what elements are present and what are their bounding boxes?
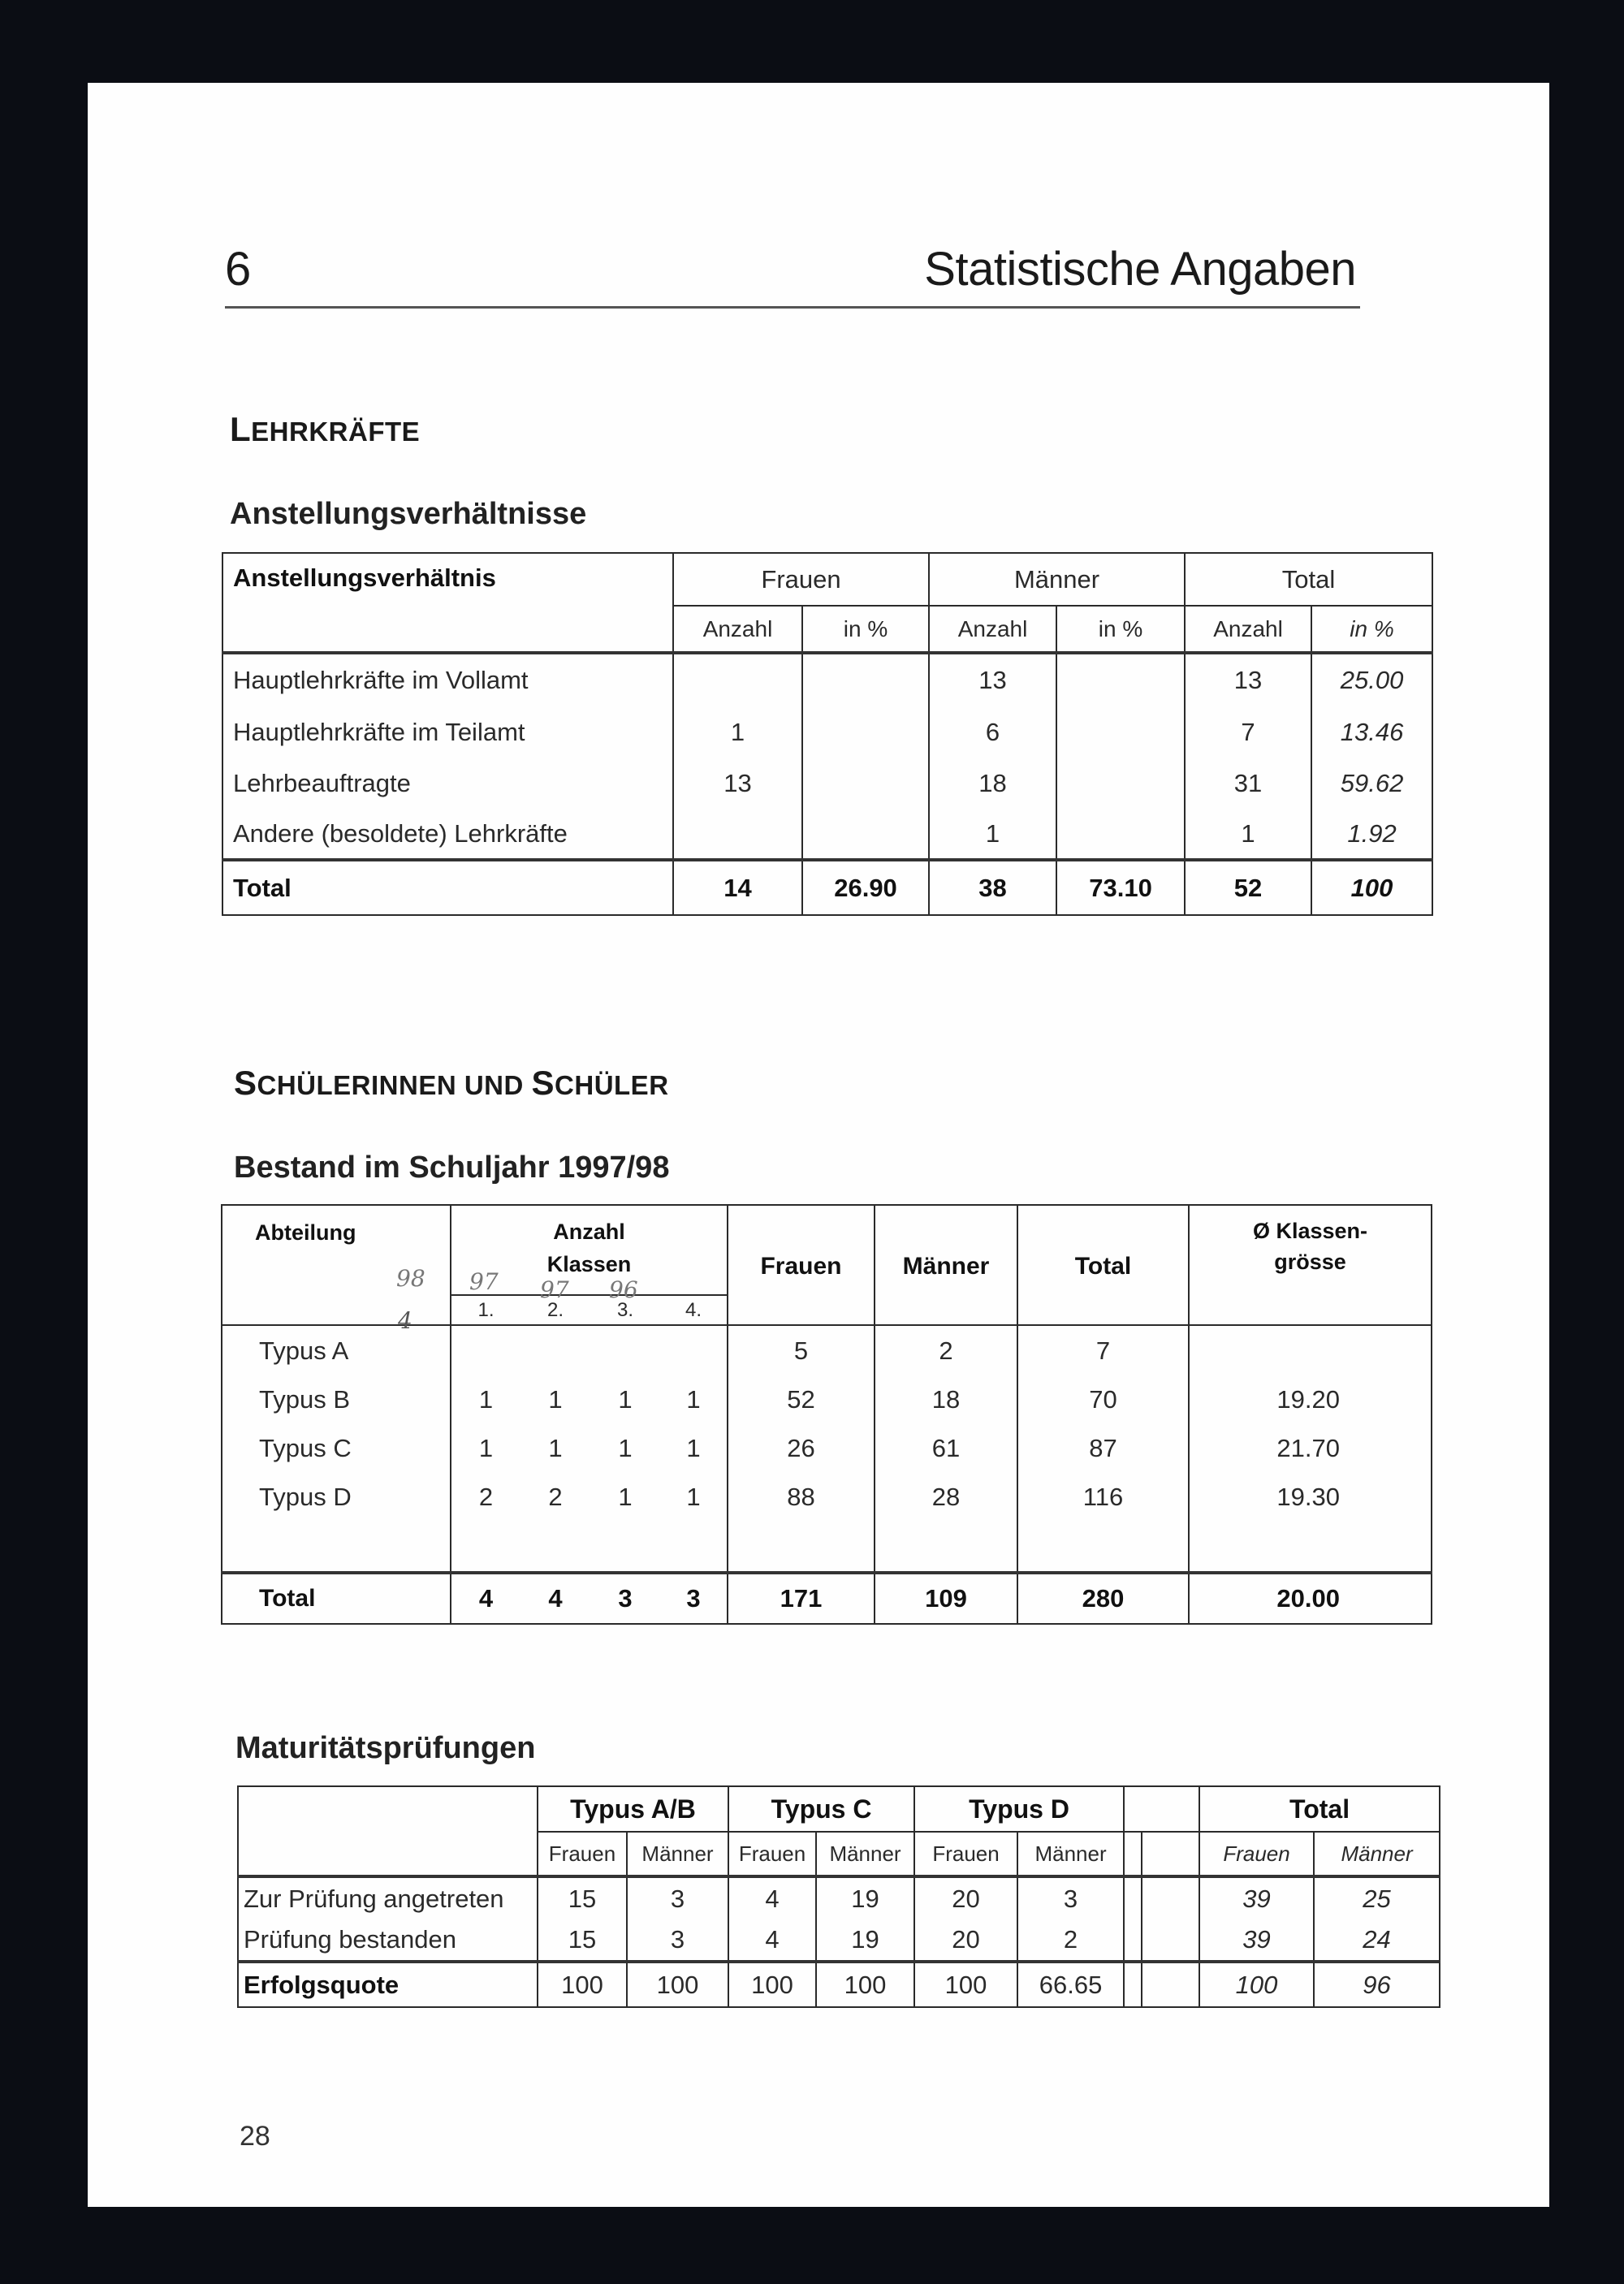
cell: 2 — [451, 1473, 520, 1522]
table-row — [222, 1473, 1432, 1522]
cell: 39 — [1199, 1919, 1314, 1962]
cell: 171 — [728, 1573, 875, 1624]
cell: 61 — [875, 1424, 1017, 1473]
cell: 4 — [728, 1876, 816, 1919]
cell: 100 — [1311, 860, 1432, 915]
group-header-frauen: Frauen — [673, 553, 929, 606]
cell: 100 — [914, 1962, 1017, 2007]
table-row-total — [222, 860, 1432, 915]
class-level: 3. — [590, 1295, 660, 1325]
cell: 66.65 — [1017, 1962, 1124, 2007]
col-header-abteilung: Abteilung — [222, 1205, 451, 1325]
cell: 3 — [627, 1876, 728, 1919]
handwritten-note: 96 — [609, 1276, 638, 1303]
cell: 7 — [1017, 1325, 1189, 1375]
cell: 87 — [1017, 1424, 1189, 1473]
subcol-header: Frauen — [914, 1832, 1017, 1876]
klassengroesse-label-1: Ø Klassen- — [1252, 1219, 1368, 1243]
row-label: Andere (besoldete) Lehrkräfte — [222, 809, 673, 860]
cell: 1 — [618, 1483, 633, 1511]
cell: 4 — [451, 1573, 520, 1624]
cell: 2 — [875, 1325, 1017, 1375]
row-label: Prüfung bestanden — [238, 1919, 538, 1962]
row-label-total: Total — [222, 860, 673, 915]
table-row — [238, 1876, 1440, 1919]
col-header-employment: Anstellungsverhältnis — [222, 553, 673, 653]
cell: 15 — [538, 1876, 627, 1919]
cell — [1142, 1876, 1199, 1919]
cell — [660, 1325, 728, 1375]
cell: 1 — [660, 1424, 728, 1473]
row-label-total: Erfolgsquote — [238, 1962, 538, 2007]
cell — [1142, 1962, 1199, 2007]
cell: 13 — [673, 758, 802, 809]
cell: 15 — [538, 1919, 627, 1962]
subcol-header: Anzahl — [1185, 606, 1311, 653]
cell: 2 — [548, 1483, 563, 1511]
subcol-header: in % — [802, 606, 929, 653]
klassen-label: Klassen — [546, 1252, 632, 1276]
cell — [1056, 706, 1185, 758]
table-employment — [222, 552, 1433, 916]
class-level: 1. — [451, 1295, 520, 1325]
row-label: Typus B — [222, 1375, 451, 1424]
group-header-typus-d: Typus D — [914, 1786, 1124, 1832]
cell: 25.00 — [1311, 653, 1432, 706]
subcol-header — [1124, 1832, 1142, 1876]
group-header-total: Total — [1199, 1786, 1440, 1832]
cell: 1 — [1185, 809, 1311, 860]
subcol-header: Anzahl — [929, 606, 1056, 653]
cell: 7 — [1185, 706, 1311, 758]
cell: 38 — [929, 860, 1056, 915]
subtitle-matura: Maturitätsprüfungen — [235, 1731, 536, 1765]
cell: 1 — [929, 809, 1056, 860]
cell: 1 — [618, 1385, 633, 1414]
table-row — [222, 653, 1432, 706]
cell: 2 — [1017, 1919, 1124, 1962]
subtitle-enrollment: Bestand im Schuljahr 1997/98 — [234, 1151, 670, 1185]
cell: 52 — [1185, 860, 1311, 915]
cell: 31 — [1185, 758, 1311, 809]
cell: 4 — [520, 1573, 590, 1624]
table-row-total — [222, 1573, 1432, 1624]
cell: 6 — [929, 706, 1056, 758]
row-label: Hauptlehrkräfte im Teilamt — [222, 706, 673, 758]
subcol-header: Frauen — [728, 1832, 816, 1876]
cell — [1189, 1325, 1432, 1375]
cell: 1 — [451, 1424, 520, 1473]
cell: 14 — [673, 860, 802, 915]
row-label: Typus D — [222, 1473, 451, 1522]
cell: 3 — [1017, 1876, 1124, 1919]
cell: 1 — [660, 1375, 728, 1424]
subtitle-employment: Anstellungsverhältnisse — [230, 497, 587, 531]
cell: 5 — [728, 1325, 875, 1375]
cell: 26.90 — [802, 860, 929, 915]
row-label: Typus C — [222, 1424, 451, 1473]
cell — [1124, 1876, 1142, 1919]
cell: 73.10 — [1056, 860, 1185, 915]
cell: 1 — [618, 1434, 633, 1462]
cell: 100 — [1199, 1962, 1314, 2007]
cell — [802, 653, 929, 706]
cell — [673, 653, 802, 706]
klassengroesse-label-2: grösse — [1274, 1250, 1346, 1274]
col-header-klassengroesse — [1189, 1205, 1432, 1325]
handwritten-note: 97 — [469, 1268, 499, 1295]
table-row — [222, 758, 1432, 809]
cell: 25 — [1314, 1876, 1440, 1919]
cell — [802, 809, 929, 860]
table-row — [238, 1919, 1440, 1962]
cell: 100 — [627, 1962, 728, 2007]
cell: 24 — [1314, 1919, 1440, 1962]
cell — [802, 706, 929, 758]
class-level: 4. — [660, 1295, 728, 1325]
cell: 116 — [1017, 1473, 1189, 1522]
page-number: 28 — [240, 2121, 270, 2152]
group-header-typus-ab: Typus A/B — [538, 1786, 728, 1832]
chapter-title: Statistische Angaben — [924, 243, 1356, 296]
col-header-total: Total — [1017, 1205, 1189, 1325]
cell: 20 — [914, 1876, 1017, 1919]
row-label: Typus A — [222, 1325, 451, 1375]
cell: 20 — [914, 1919, 1017, 1962]
subcol-header: Männer — [1017, 1832, 1124, 1876]
table-row — [222, 706, 1432, 758]
cell — [451, 1325, 520, 1375]
cell: 59.62 — [1311, 758, 1432, 809]
handwritten-note: 98 — [396, 1265, 425, 1292]
table-matura — [237, 1785, 1440, 2008]
cell: 3 — [627, 1919, 728, 1962]
subcol-header: in % — [1311, 606, 1432, 653]
cell: 52 — [728, 1375, 875, 1424]
row-label: Zur Prüfung angetreten — [238, 1876, 538, 1919]
subcol-header: Frauen — [538, 1832, 627, 1876]
cell — [1056, 809, 1185, 860]
section-title-students: SCHÜLERINNEN UND SCHÜLER — [234, 1064, 669, 1102]
cell — [1056, 758, 1185, 809]
cell: 13 — [1185, 653, 1311, 706]
table-row — [222, 1424, 1432, 1473]
row-label: Hauptlehrkräfte im Vollamt — [222, 653, 673, 706]
class-level: 2. — [520, 1295, 590, 1325]
subcol-header — [1142, 1832, 1199, 1876]
subcol-header: Anzahl — [673, 606, 802, 653]
cell: 1 — [660, 1473, 728, 1522]
cell: 4 — [728, 1919, 816, 1962]
cell — [1124, 1919, 1142, 1962]
cell: 3 — [590, 1573, 660, 1624]
subcol-header: Männer — [1314, 1832, 1440, 1876]
cell: 100 — [728, 1962, 816, 2007]
cell: 3 — [660, 1573, 728, 1624]
cell: 13.46 — [1311, 706, 1432, 758]
table-row-spacer — [222, 1522, 1432, 1573]
enrollment-rows — [222, 1325, 1432, 1624]
cell: 19 — [816, 1876, 914, 1919]
cell: 109 — [875, 1573, 1017, 1624]
cell: 1 — [673, 706, 802, 758]
table-row-total — [238, 1962, 1440, 2007]
subcol-header: Männer — [816, 1832, 914, 1876]
anzahl-label: Anzahl — [553, 1220, 625, 1244]
cell: 39 — [1199, 1876, 1314, 1919]
section-title-teachers: LEHRKRÄFTE — [230, 410, 421, 448]
cell: 70 — [1017, 1375, 1189, 1424]
cell — [520, 1325, 590, 1375]
cell — [1142, 1919, 1199, 1962]
cell: 1 — [548, 1434, 563, 1462]
row-label-total: Total — [222, 1573, 451, 1624]
group-header-empty — [1124, 1786, 1199, 1832]
table-row — [222, 809, 1432, 860]
cell: 28 — [875, 1473, 1017, 1522]
cell: 1 — [451, 1375, 520, 1424]
cell: 19.20 — [1189, 1375, 1432, 1424]
cell: 19 — [816, 1919, 914, 1962]
cell — [590, 1325, 660, 1375]
cell: 1 — [548, 1385, 563, 1414]
cell — [1056, 653, 1185, 706]
handwritten-note: 97 — [540, 1276, 569, 1303]
matura-corner-cell — [238, 1786, 538, 1876]
cell: 18 — [929, 758, 1056, 809]
cell: 19.30 — [1189, 1473, 1432, 1522]
cell: 21.70 — [1189, 1424, 1432, 1473]
col-header-frauen: Frauen — [728, 1205, 875, 1325]
table-row — [222, 1375, 1432, 1424]
cell: 88 — [728, 1473, 875, 1522]
cell: 96 — [1314, 1962, 1440, 2007]
cell: 100 — [816, 1962, 914, 2007]
group-header-typus-c: Typus C — [728, 1786, 914, 1832]
employment-rows — [222, 653, 1432, 915]
cell — [1124, 1962, 1142, 2007]
cell — [673, 809, 802, 860]
cell: 26 — [728, 1424, 875, 1473]
row-label: Lehrbeauftragte — [222, 758, 673, 809]
cell: 1.92 — [1311, 809, 1432, 860]
col-header-maenner: Männer — [875, 1205, 1017, 1325]
cell: 20.00 — [1189, 1573, 1432, 1624]
subcol-header: Frauen — [1199, 1832, 1314, 1876]
group-header-total: Total — [1185, 553, 1432, 606]
handwritten-note: 4 — [398, 1307, 412, 1334]
chapter-rule — [225, 306, 1360, 309]
cell: 13 — [929, 653, 1056, 706]
subcol-header: in % — [1056, 606, 1185, 653]
cell: 280 — [1017, 1573, 1189, 1624]
cell — [802, 758, 929, 809]
matura-rows — [238, 1876, 1440, 2007]
chapter-number: 6 — [225, 243, 252, 296]
group-header-maenner: Männer — [929, 553, 1185, 606]
subcol-header: Männer — [627, 1832, 728, 1876]
cell: 18 — [875, 1375, 1017, 1424]
cell: 100 — [538, 1962, 627, 2007]
